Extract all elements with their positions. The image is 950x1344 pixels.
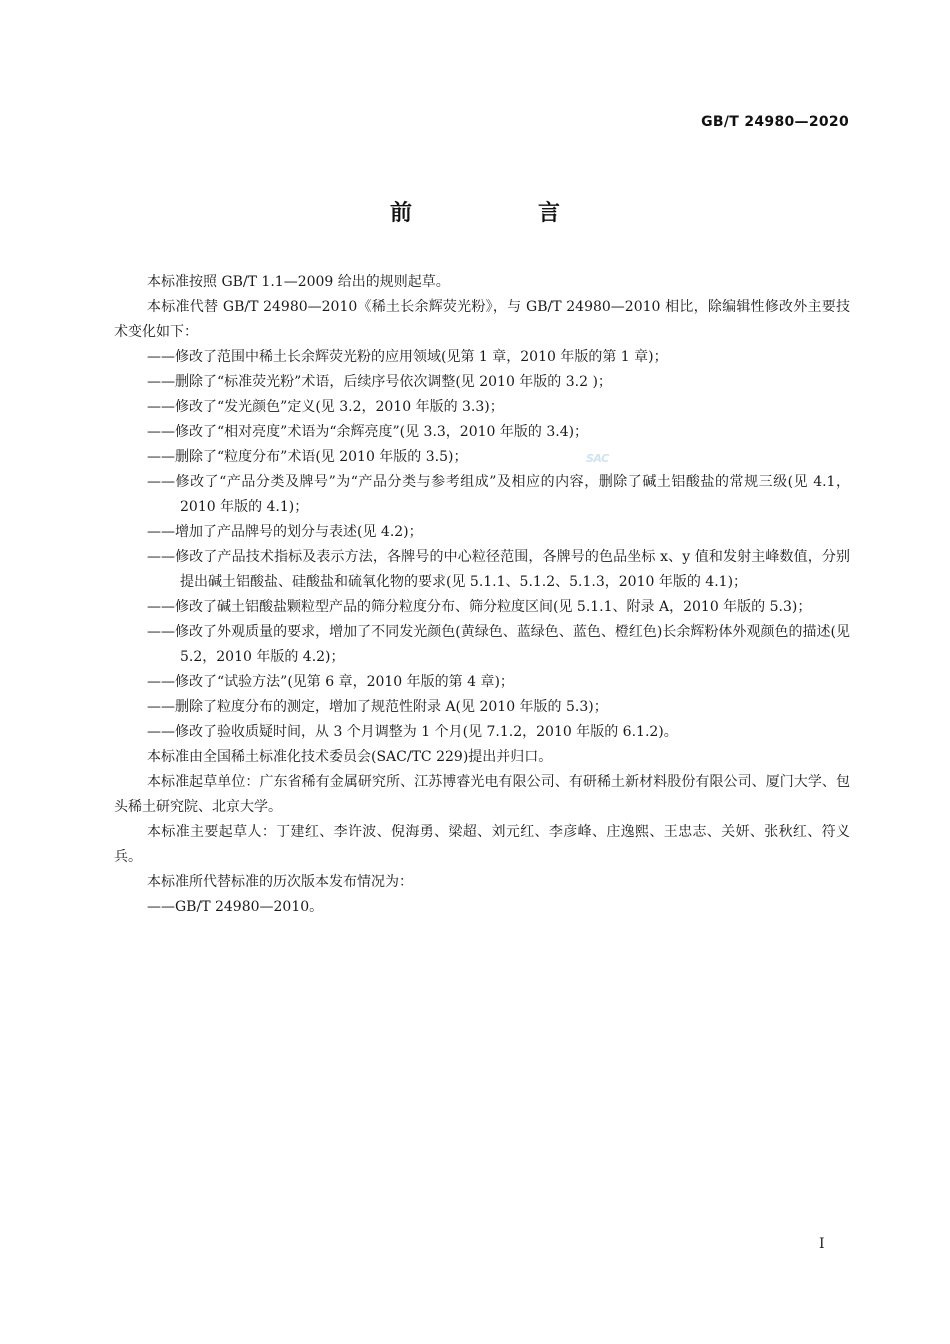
- standard-code: GB/T 24980—2020: [701, 114, 849, 130]
- page-title: 前 言: [389, 201, 612, 226]
- change-item: ——修改了外观质量的要求，增加了不同发光颜色(黄绿色、蓝绿色、蓝色、橙红色)长余辉粉体外观颜色的描述(见 5.2，2010 年版的 4.2)；: [147, 624, 850, 665]
- intro-paragraph: 本标准代替 GB/T 24980—2010《稀土长余辉荧光粉》，与 GB/T 24980—2010 相比，除编辑性修改外主要技术变化如下：: [114, 299, 850, 340]
- history-intro-paragraph: 本标准所代替标准的历次版本发布情况为：: [147, 874, 413, 890]
- change-item: ——修改了“产品分类及牌号”为“产品分类与参考组成”及相应的内容，删除了碱土铝酸盐的常规三级(见 4.1，2010 年版的 4.1)；: [147, 474, 850, 515]
- committee-paragraph: 本标准由全国稀土标准化技术委员会(SAC/TC 229)提出并归口。: [147, 749, 553, 765]
- history-item: ——GB/T 24980—2010。: [147, 899, 324, 915]
- change-item: ——修改了“试验方法”(见第 6 章，2010 年版的第 4 章)；: [147, 674, 514, 690]
- change-item: ——修改了验收质疑时间，从 3 个月调整为 1 个月(见 7.1.2，2010 年版的 6.1.2)。: [147, 724, 678, 740]
- change-item: ——修改了范围中稀土长余辉荧光粉的应用领域(见第 1 章，2010 年版的第 1 章)；: [147, 349, 668, 365]
- change-item: ——删除了粒度分布的测定，增加了规范性附录 A(见 2010 年版的 5.3)；: [147, 699, 608, 715]
- change-item: ——删除了“标准荧光粉”术语，后续序号依次调整(见 2010 年版的 3.2 )；: [147, 374, 612, 390]
- change-item: ——删除了“粒度分布”术语(见 2010 年版的 3.5)；: [147, 449, 468, 465]
- change-item: ——增加了产品牌号的划分与表述(见 4.2)；: [147, 524, 423, 540]
- drafters-paragraph: 本标准主要起草人：丁建红、李许波、倪海勇、梁超、刘元红、李彦峰、庄逸熙、王忠志、关妍、张秋红、符义兵。: [114, 824, 850, 865]
- sac-watermark: SAC: [586, 452, 609, 465]
- page-number: I: [819, 1236, 825, 1252]
- change-item: ——修改了碱土铝酸盐颗粒型产品的筛分粒度分布、筛分粒度区间(见 5.1.1、附录 A，2010 年版的 5.3)；: [147, 599, 812, 615]
- change-item: ——修改了“相对亮度”术语为“余辉亮度”(见 3.3，2010 年版的 3.4)；: [147, 424, 589, 440]
- change-item: ——修改了“发光颜色”定义(见 3.2，2010 年版的 3.3)；: [147, 399, 504, 415]
- change-item: ——修改了产品技术指标及表示方法，各牌号的中心粒径范围，各牌号的色品坐标 x、y 值和发射主峰数值，分别提出碱土铝酸盐、硅酸盐和硫氧化物的要求(见 5.1.1、5.1.2、5.1.3，2010 年版的 4.1)；: [147, 549, 850, 590]
- foreword-body: [114, 270, 850, 920]
- intro-paragraph: 本标准按照 GB/T 1.1—2009 给出的规则起草。: [147, 274, 450, 290]
- drafting-units-paragraph: 本标准起草单位：广东省稀有金属研究所、江苏博睿光电有限公司、有研稀土新材料股份有限公司、厦门大学、包头稀土研究院、北京大学。: [114, 774, 850, 815]
